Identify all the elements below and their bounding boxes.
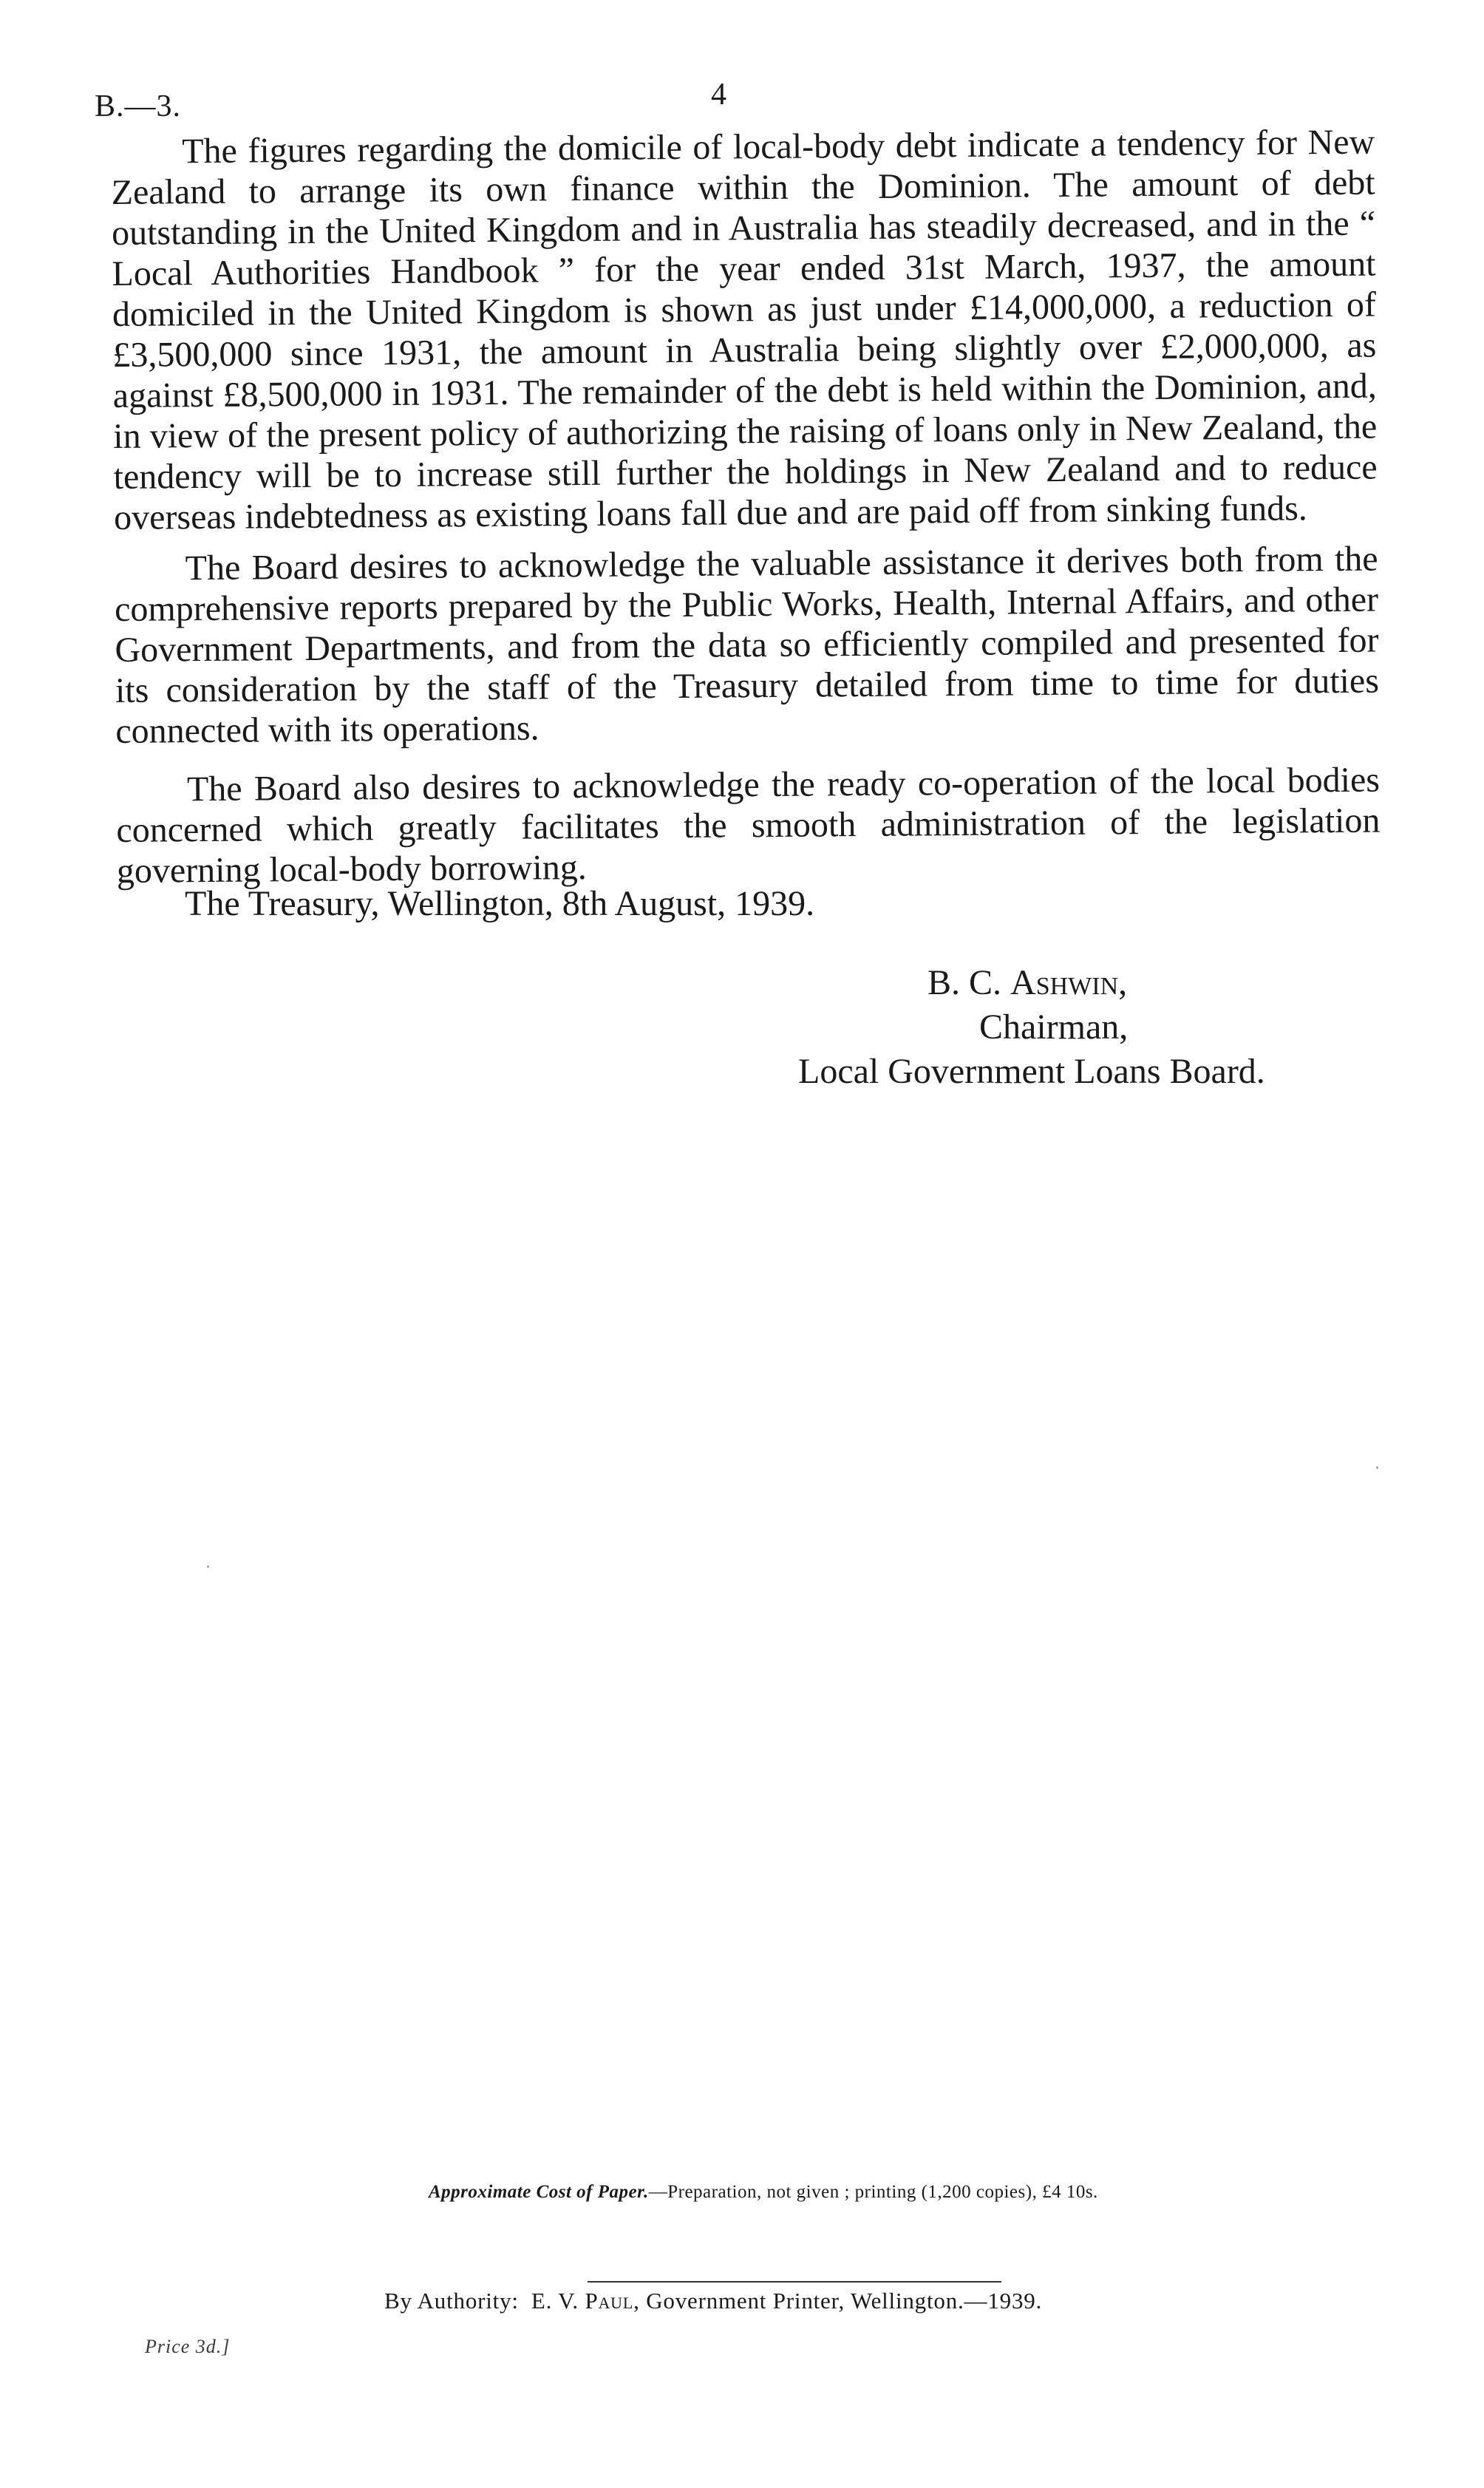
printer-imprint [384,2288,1042,2314]
scan-speck [207,1566,209,1568]
signatory-organization: Local Government Loans Board. [798,1052,1265,1091]
cost-text: —Preparation, not given ; printing (1,200 copies), £4 10s. [648,2182,1098,2202]
imprint-prefix: By Authority: [384,2288,519,2314]
signatory-initials: B. C. [928,963,1002,1002]
printer-details: Government Printer, Wellington.—1939. [646,2288,1043,2314]
scan-speck [1376,1466,1378,1469]
printer-name: E. V. Paul, [531,2288,640,2314]
cost-label: Approximate Cost of Paper. [429,2182,649,2202]
paragraph-acknowledge-local-bodies: The Board also desires to acknowledge the ready co-operation of the local bodies concerned which greatly facilitates the smooth administration of the legislation governing local-body borrowing. [116,760,1381,891]
price-label: Price 3d.] [145,2336,231,2357]
cost-of-paper-note [429,2182,1098,2203]
page-number: 4 [711,78,726,112]
footer-divider [588,2281,1001,2283]
document-reference: B.—3. [95,89,182,123]
signatory-surname: Ashwin, [1010,963,1128,1002]
dateline: The Treasury, Wellington, 8th August, 1939. [185,884,815,923]
signature-block [798,961,1360,1094]
paragraph-debt-domicile: The figures regarding the domicile of local-body debt indicate a tendency for New Zealand to arrange its own finance within the Dominion. The amount of debt outstanding in the United Kingdom and in Australia has steadily decreased, and in the “ Local Authorities Handbook ” for the year ended 31st March, 1937, the amount domiciled in the United Kingdom is shown as just under £14,000,000, a reduction of £3,500,000 since 1931, the amount in Australia being slightly over £2,000,000, as against £8,500,000 in 1931. The remainder of the debt is held within the Dominion, and, in view of the present policy of authorizing the raising of loans only in New Zealand, the tendency will be to increase still further the holdings in New Zealand and to reduce overseas indebtedness as existing loans fall due and are paid off from sinking funds. [111,122,1378,537]
signatory-title: Chairman, [979,1007,1129,1047]
paragraph-acknowledge-departments: The Board desires to acknowledge the valuable assistance it derives both from the comprehensive reports prepared by the Public Works, Health, Internal Affairs, and other Government Departments, and from the data so efficiently compiled and presented for its consideration by the staff of the Treasury detailed from time to time for duties connected with its operations. [114,539,1380,751]
signatory-name [928,961,1360,1005]
body-text [111,122,1381,909]
